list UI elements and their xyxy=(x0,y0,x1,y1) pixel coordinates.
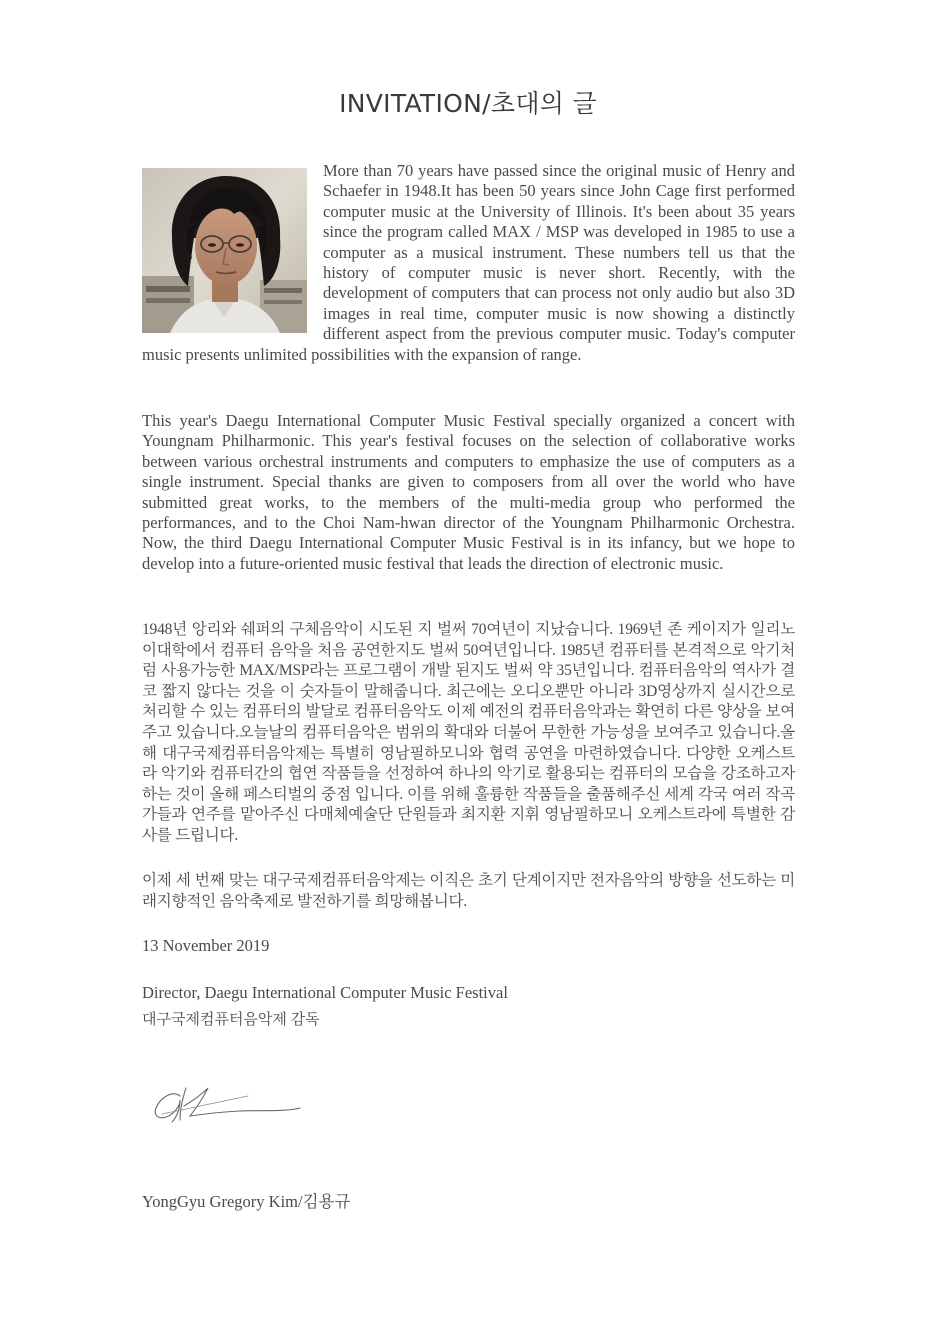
closing-paragraph-ko: 이제 세 번째 맞는 대구국제컴퓨터음악제는 이직은 초기 단계이지만 전자음악의 방향을 선도하는 미래지향적인 음악축제로 발전하기를 희망해봅니다. xyxy=(142,872,795,910)
director-title-en: Director, Daegu International Computer Music Festival xyxy=(142,983,508,1002)
handwritten-signature xyxy=(150,1078,310,1128)
page-title: INVITATION/초대의 글 xyxy=(339,89,597,118)
festival-paragraph-en: This year's Daegu International Computer Music Festival specially organized a concert with Youngnam Philharmonic. This year's festival focuses on the selection of collaborative works between various orchestral instruments and computers to emphasize the use of computers as a single instrument. Special thanks are given to composers from all over the world who have submitted great works, to the members of the multi-media group who performed the performances, and to the Choi Nam-hwan director of the Youngnam Philharmonic Orchestra. Now, the third Daegu International Computer Music Festival is in its infancy, but we hope to develop into a future-oriented music festival that leads the direction of electronic music. xyxy=(142,411,795,573)
author-photo xyxy=(142,168,307,333)
director-title-ko: 대구국제컴퓨터음악제 감독 xyxy=(142,1012,320,1028)
author-name: YongGyu Gregory Kim/김용규 xyxy=(142,1192,351,1211)
intro-paragraph-ko: 1948년 앙리와 쉐퍼의 구체음악이 시도된 지 벌써 70여년이 지났습니다. 1969년 존 케이지가 일리노이대학에서 컴퓨터 음악을 처음 공연한지도 벌써 50여년입니다. 1985년 컴퓨터를 본격적으로 악기처럼 사용가능한 MAX/MSP라는 프로그램이 개발 된지도 벌써 약 35년입니다. 컴퓨터음악의 역사가 결코 짧지 않다는 것을 이 숫자들이 말해줍니다. 최근에는 오디오뿐만 아니라 3D영상까지 실시간으로 처리할 수 있는 컴퓨터의 발달로 컴퓨터음악도 이제 예전의 컴퓨터음악과는 확연히 다른 양상을 보여주고 있습니다.오늘날의 컴퓨터음악은 범위의 확대와 더불어 무한한 가능성을 보여주고 있습니다.올해 대구국제컴퓨터음악제는 특별히 영남필하모니와 협력 공연을 마련하였습니다. 다양한 오케스트라 악기와 컴퓨터간의 협연 작품들을 선정하여 하나의 악기로 활용되는 컴퓨터의 모습을 강조하고자 하는 것이 올해 페스티벌의 중점 입니다. 이를 위해 훌륭한 작품들을 출품해주신 세계 각국 여러 작곡가들과 연주를 맡아주신 다매체예술단 단원들과 최지환 지휘 영남필하모니 오케스트라에 특별한 감사를 드립니다. xyxy=(142,621,795,844)
letter-date: 13 November 2019 xyxy=(142,936,270,955)
author-portrait-image xyxy=(142,168,307,333)
intro-paragraph-en: More than 70 years have passed since the original music of Henry and Schaefer in 1948.It has been 50 years since John Cage first performed computer music at the University of Illinois. It's been about 35 years since the program called MAX / MSP was developed in 1985 to use a computer as a musical instrument. These numbers tell us that the history of computer music is never short. Recently, with the development of computers that can process not only audio but also 3D images in real time, computer music is now showing a distinctly different aspect from the previous computer music. Today's computer music presents unlimited possibilities with the expansion of range. xyxy=(142,161,795,364)
english-intro-block xyxy=(142,161,795,365)
